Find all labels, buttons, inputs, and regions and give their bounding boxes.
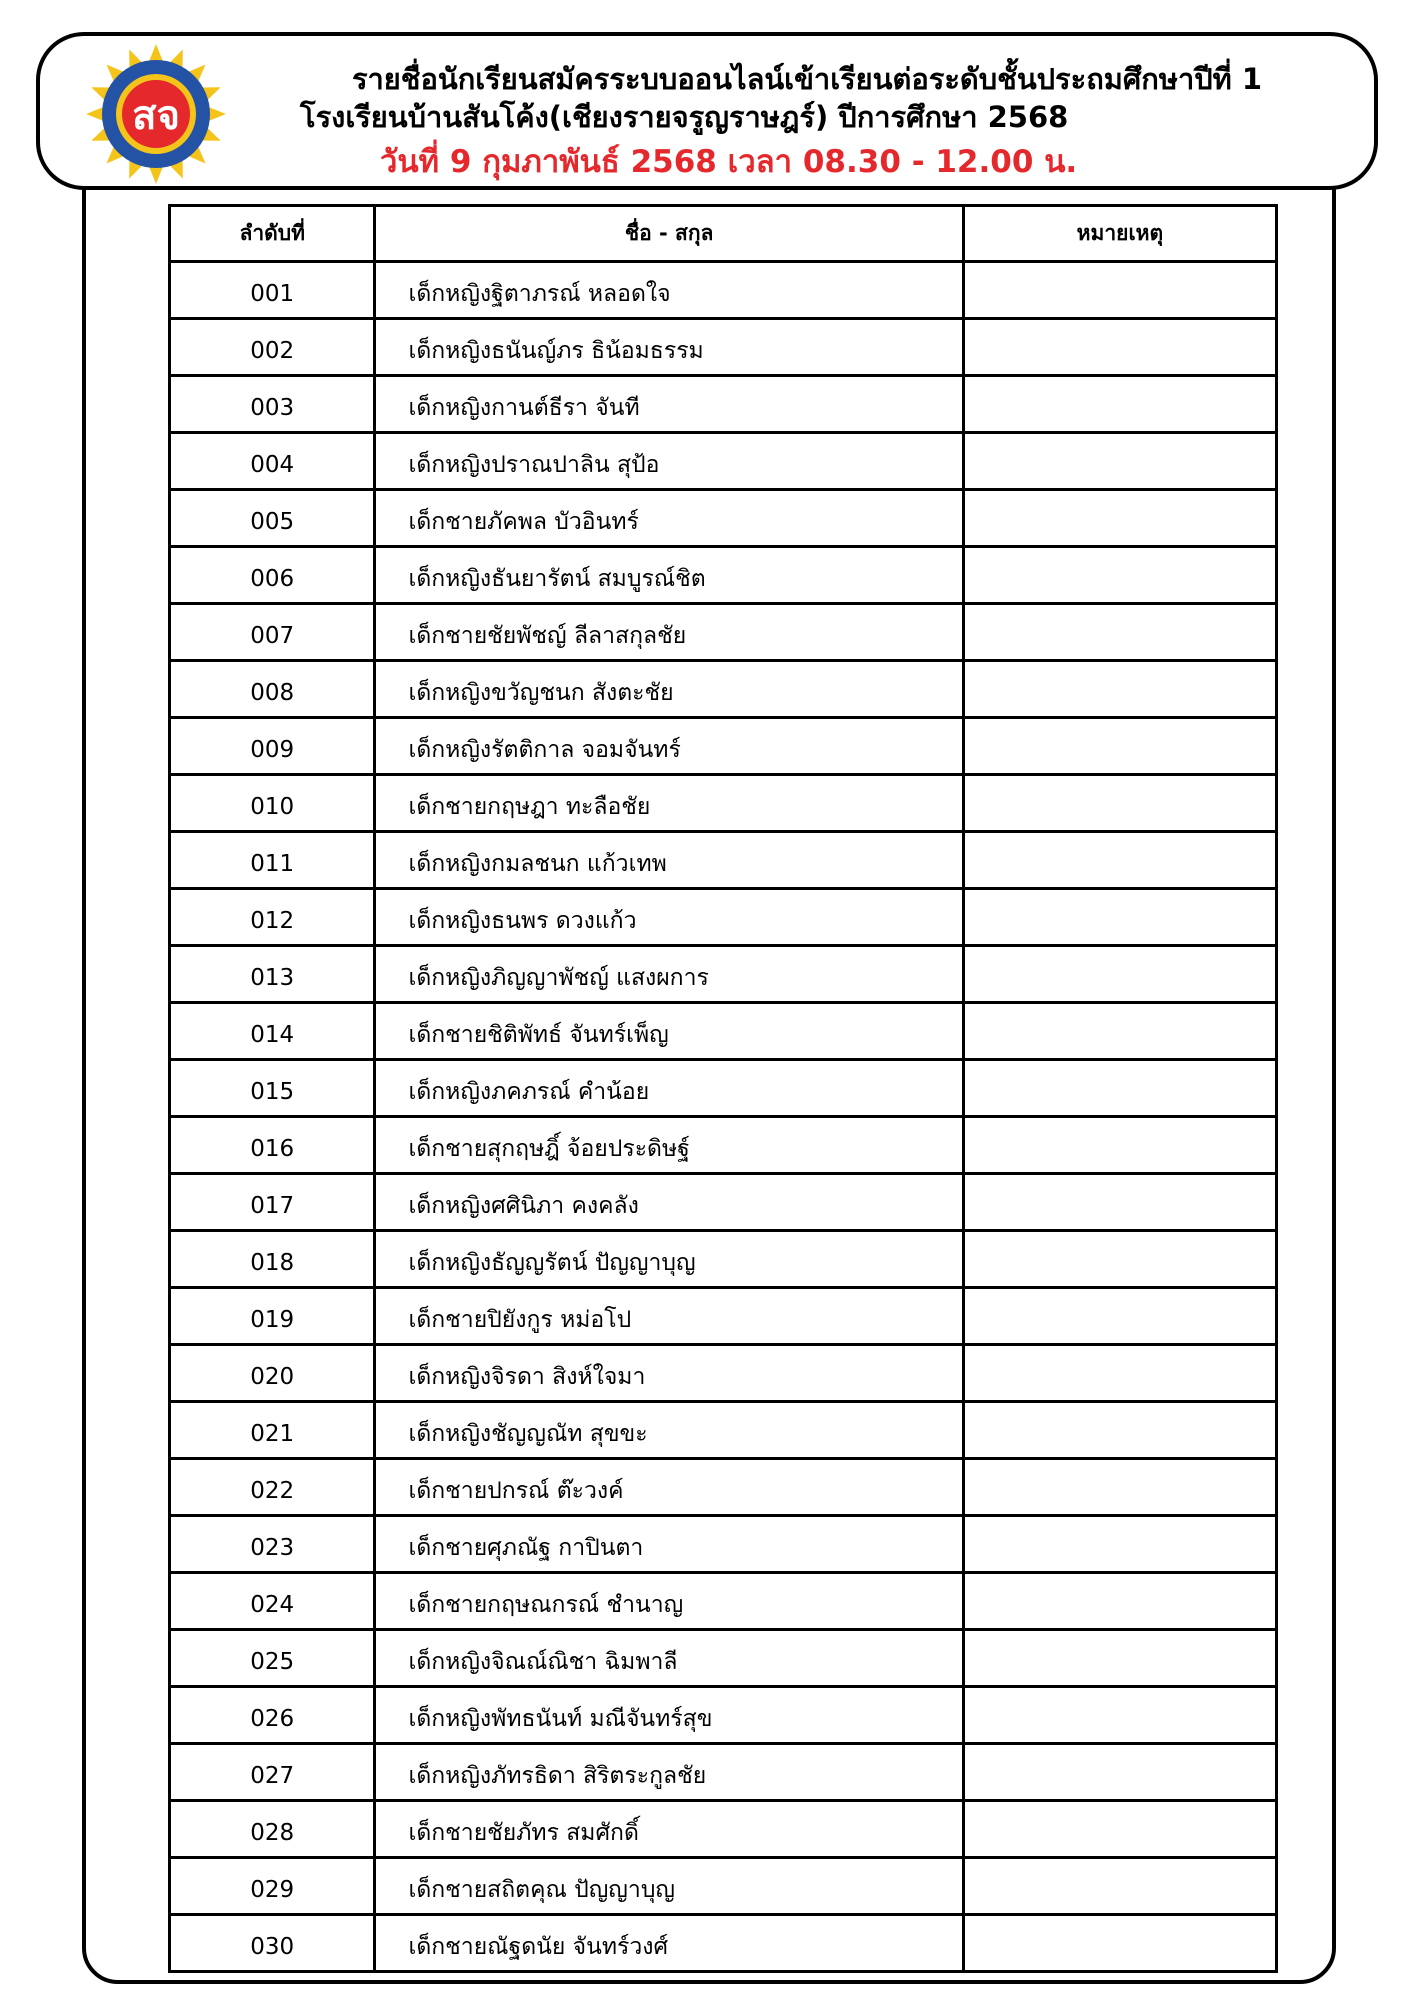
row-number-cell [170, 490, 375, 547]
student-name: เด็กชายชัยพัชญ์ ลีลาสกุลชัย [408, 623, 687, 649]
row-number-cell [170, 262, 375, 319]
row-number-cell [170, 547, 375, 604]
student-name: เด็กชายปกรณ์ ต๊ะวงค์ [408, 1478, 624, 1504]
student-name-cell [375, 1744, 963, 1801]
table-row [170, 1573, 1277, 1630]
row-note-cell [963, 946, 1276, 1003]
row-number: 011 [250, 851, 295, 877]
row-note-cell [963, 889, 1276, 946]
row-number: 026 [250, 1706, 295, 1732]
row-note-cell [963, 490, 1276, 547]
row-number: 019 [250, 1307, 295, 1333]
student-name-cell [375, 1117, 963, 1174]
student-name-cell [375, 889, 963, 946]
row-note-cell [963, 1516, 1276, 1573]
row-number-cell [170, 661, 375, 718]
student-name: เด็กชายสุกฤษฎิ์ จ้อยประดิษฐ์ [408, 1136, 690, 1162]
student-name: เด็กชายกฤษฎา ทะลือชัย [408, 794, 651, 820]
student-name-cell [375, 376, 963, 433]
table-row [170, 490, 1277, 547]
student-name: เด็กหญิงจิณณ์ณิชา ฉิมพาลี [408, 1649, 678, 1675]
row-number-cell [170, 946, 375, 1003]
table-header-row [170, 206, 1277, 262]
table-row [170, 1858, 1277, 1915]
student-name-cell [375, 319, 963, 376]
student-name-cell [375, 1345, 963, 1402]
table-row [170, 262, 1277, 319]
row-note-cell [963, 1573, 1276, 1630]
student-name: เด็กหญิงธนันญ์ภร ธิน้อมธรรม [408, 338, 704, 364]
row-note-cell [963, 1687, 1276, 1744]
header-box [36, 32, 1378, 190]
table-row [170, 376, 1277, 433]
table-row [170, 1231, 1277, 1288]
row-number-cell [170, 1744, 375, 1801]
row-number: 008 [250, 680, 295, 706]
row-note-cell [963, 1003, 1276, 1060]
row-note-cell [963, 319, 1276, 376]
table-row [170, 1459, 1277, 1516]
row-note-cell [963, 604, 1276, 661]
row-number: 010 [250, 794, 295, 820]
row-number-cell [170, 1516, 375, 1573]
row-number-cell [170, 775, 375, 832]
table-row [170, 1003, 1277, 1060]
row-note-cell [963, 1288, 1276, 1345]
student-name: เด็กชายชิติพัทธ์ จันทร์เพ็ญ [408, 1022, 669, 1048]
row-number: 006 [250, 566, 295, 592]
row-number-cell [170, 1231, 375, 1288]
row-number: 002 [250, 338, 295, 364]
student-name: เด็กหญิงศศินิภา คงคลัง [408, 1193, 639, 1219]
student-name: เด็กชายภัคพล บัวอินทร์ [408, 509, 639, 535]
row-number-cell [170, 1915, 375, 1972]
row-note-cell [963, 661, 1276, 718]
student-name: เด็กชายศุภณัฐ กาปินตา [408, 1535, 644, 1561]
student-name-cell [375, 1573, 963, 1630]
table-row [170, 1915, 1277, 1972]
row-number: 003 [250, 395, 295, 421]
column-header-name: ชื่อ - สกุล [375, 206, 963, 262]
student-name: เด็กชายชัยภัทร สมศักดิ์ [408, 1820, 639, 1846]
student-name: เด็กชายกฤษณกรณ์ ชำนาญ [408, 1592, 684, 1618]
student-name-cell [375, 1858, 963, 1915]
row-note-cell [963, 1801, 1276, 1858]
row-number: 013 [250, 965, 295, 991]
student-name: เด็กชายสถิตคุณ ปัญญาบุญ [408, 1877, 676, 1903]
student-name: เด็กหญิงชัญญณัท สุขขะ [408, 1421, 648, 1447]
student-name-cell [375, 832, 963, 889]
student-name: เด็กหญิงรัตติกาล จอมจันทร์ [408, 737, 681, 763]
row-number-cell [170, 1288, 375, 1345]
row-number: 005 [250, 509, 295, 535]
schedule-date: วันที่ 9 กุมภาพันธ์ 2568 เวลา 08.30 - 12.00 น. [380, 144, 1078, 180]
column-header-number: ลำดับที่ [170, 206, 375, 262]
row-number: 028 [250, 1820, 295, 1846]
table-row [170, 1630, 1277, 1687]
row-note-cell [963, 376, 1276, 433]
row-note-cell [963, 718, 1276, 775]
student-name-cell [375, 1060, 963, 1117]
table-row [170, 547, 1277, 604]
row-number-cell [170, 319, 375, 376]
student-name-cell [375, 1459, 963, 1516]
row-number: 001 [250, 281, 295, 307]
student-name: เด็กหญิงปราณปาลิน สุป้อ [408, 452, 660, 478]
student-name-cell [375, 1288, 963, 1345]
student-name: เด็กหญิงพัทธนันท์ มณีจันทร์สุข [408, 1706, 713, 1732]
row-number-cell [170, 889, 375, 946]
row-number-cell [170, 1060, 375, 1117]
row-number-cell [170, 433, 375, 490]
table-row [170, 1117, 1277, 1174]
row-note-cell [963, 1231, 1276, 1288]
school-logo [84, 42, 228, 186]
row-number: 024 [250, 1592, 295, 1618]
student-name-cell [375, 1174, 963, 1231]
table-row [170, 718, 1277, 775]
row-note-cell [963, 1402, 1276, 1459]
student-name-cell [375, 1231, 963, 1288]
student-name: เด็กหญิงธันยารัตน์ สมบูรณ์ชิต [408, 566, 706, 592]
table-row [170, 1516, 1277, 1573]
table-row [170, 1174, 1277, 1231]
row-number-cell [170, 1573, 375, 1630]
table-row [170, 889, 1277, 946]
table-row [170, 1687, 1277, 1744]
row-note-cell [963, 1630, 1276, 1687]
row-number: 012 [250, 908, 295, 934]
table-row [170, 775, 1277, 832]
table-row [170, 832, 1277, 889]
logo-text: สจ [132, 93, 180, 139]
row-number-cell [170, 1801, 375, 1858]
table-row [170, 661, 1277, 718]
student-name: เด็กหญิงกานต์ธีรา จันที [408, 395, 640, 421]
student-name-cell [375, 1003, 963, 1060]
student-name-cell [375, 1801, 963, 1858]
table-row [170, 946, 1277, 1003]
row-number-cell [170, 1345, 375, 1402]
student-name: เด็กหญิงกมลชนก แก้วเทพ [408, 851, 667, 877]
row-number-cell [170, 1003, 375, 1060]
student-name: เด็กหญิงภัทรธิดา สิริตระกูลชัย [408, 1763, 707, 1789]
row-note-cell [963, 1345, 1276, 1402]
student-name: เด็กหญิงธนพร ดวงแก้ว [408, 908, 637, 934]
row-note-cell [963, 832, 1276, 889]
row-number: 016 [250, 1136, 295, 1162]
row-number-cell [170, 1687, 375, 1744]
document-title: รายชื่อนักเรียนสมัครระบบออนไลน์เข้าเรียนต่อระดับชั้นประถมศึกษาปีที่ 1 [351, 62, 1263, 96]
student-name-cell [375, 433, 963, 490]
student-name-cell [375, 1516, 963, 1573]
row-number-cell [170, 1117, 375, 1174]
row-note-cell [963, 1744, 1276, 1801]
table-row [170, 319, 1277, 376]
row-number: 030 [250, 1934, 295, 1960]
student-name-cell [375, 1915, 963, 1972]
table-row [170, 1801, 1277, 1858]
row-number-cell [170, 832, 375, 889]
student-name-cell [375, 547, 963, 604]
row-number: 018 [250, 1250, 295, 1276]
student-name-cell [375, 775, 963, 832]
school-name: โรงเรียนบ้านสันโค้ง(เชียงรายจรูญราษฎร์) ปีการศึกษา 2568 [300, 100, 1069, 134]
row-number: 009 [250, 737, 295, 763]
row-number-cell [170, 1459, 375, 1516]
student-roster-table [168, 204, 1278, 1973]
row-number: 027 [250, 1763, 295, 1789]
student-name: เด็กหญิงธัญญรัตน์ ปัญญาบุญ [408, 1250, 696, 1276]
row-number: 029 [250, 1877, 295, 1903]
student-name: เด็กหญิงจิรดา สิงห์ใจมา [408, 1364, 646, 1390]
row-number-cell [170, 604, 375, 661]
student-name-cell [375, 604, 963, 661]
table-row [170, 1060, 1277, 1117]
row-number: 020 [250, 1364, 295, 1390]
row-number-cell [170, 1630, 375, 1687]
row-number: 025 [250, 1649, 295, 1675]
row-number: 022 [250, 1478, 295, 1504]
row-note-cell [963, 1459, 1276, 1516]
student-name-cell [375, 1630, 963, 1687]
student-name-cell [375, 1687, 963, 1744]
row-number: 014 [250, 1022, 295, 1048]
student-name: เด็กชายปิยังกูร หม่อโป [408, 1307, 632, 1333]
student-name: เด็กหญิงภคภรณ์ คำน้อย [408, 1079, 650, 1105]
student-name-cell [375, 946, 963, 1003]
table-row [170, 1288, 1277, 1345]
student-name-cell [375, 1402, 963, 1459]
row-note-cell [963, 775, 1276, 832]
row-number-cell [170, 1402, 375, 1459]
table-row [170, 1345, 1277, 1402]
table-row [170, 604, 1277, 661]
table-row [170, 1744, 1277, 1801]
row-number-cell [170, 1858, 375, 1915]
row-note-cell [963, 1174, 1276, 1231]
row-note-cell [963, 433, 1276, 490]
row-note-cell [963, 1915, 1276, 1972]
student-name-cell [375, 718, 963, 775]
student-name: เด็กชายณัฐดนัย จันทร์วงศ์ [408, 1934, 669, 1960]
row-note-cell [963, 1117, 1276, 1174]
row-note-cell [963, 1858, 1276, 1915]
row-note-cell [963, 1060, 1276, 1117]
row-number: 007 [250, 623, 295, 649]
row-number: 017 [250, 1193, 295, 1219]
table-row [170, 1402, 1277, 1459]
student-name: เด็กหญิงฐิตาภรณ์ หลอดใจ [408, 281, 671, 307]
row-number-cell [170, 376, 375, 433]
student-name: เด็กหญิงภิญญาพัชญ์ แสงผการ [408, 965, 709, 991]
row-number: 015 [250, 1079, 295, 1105]
row-number: 004 [250, 452, 295, 478]
column-header-note: หมายเหตุ [963, 206, 1276, 262]
student-name-cell [375, 661, 963, 718]
row-note-cell [963, 547, 1276, 604]
student-name-cell [375, 490, 963, 547]
student-name: เด็กหญิงขวัญชนก สังตะชัย [408, 680, 674, 706]
table-row [170, 433, 1277, 490]
row-number-cell [170, 1174, 375, 1231]
student-name-cell [375, 262, 963, 319]
row-number-cell [170, 718, 375, 775]
row-number: 023 [250, 1535, 295, 1561]
row-number: 021 [250, 1421, 295, 1447]
row-note-cell [963, 262, 1276, 319]
